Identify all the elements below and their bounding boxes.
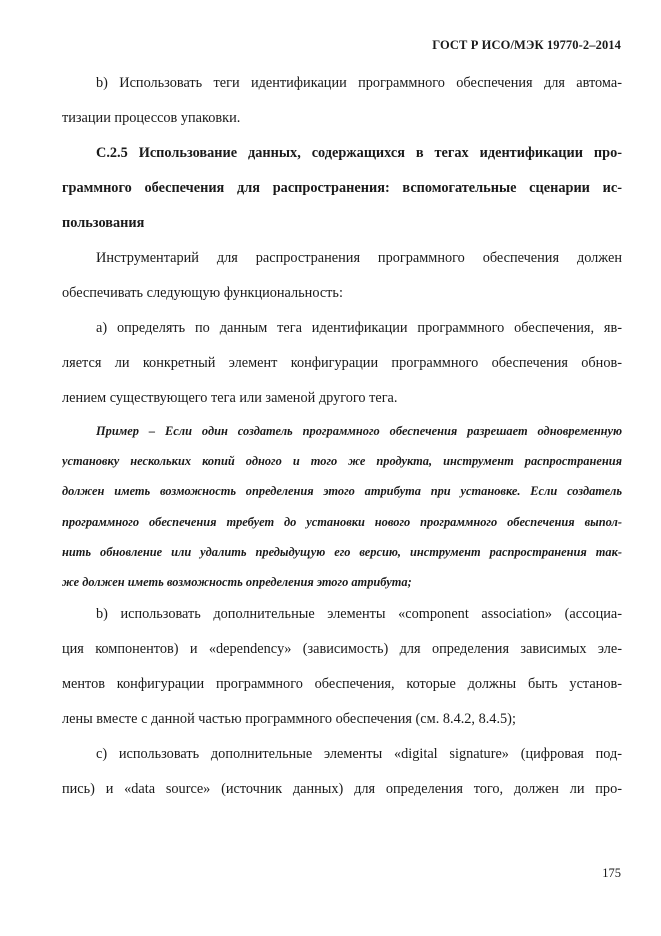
document-header: ГОСТ Р ИСО/МЭК 19770-2–2014 xyxy=(432,38,621,52)
text-line: b) использовать дополнительные элементы «component association» (ассоциа- xyxy=(96,606,622,623)
example-line: Пример – Если один создатель программного обеспечения разрешает одновременную xyxy=(96,424,622,438)
example-line: программного обеспечения требует до установки нового программного обеспечения выпол- xyxy=(62,514,622,529)
text-line: пись) и «data source» (источник данных) для определения того, должен ли про- xyxy=(62,781,622,798)
example-note xyxy=(62,416,622,597)
text-line: лены вместе с данной частью программного обеспечения (см. 8.4.2, 8.4.5); xyxy=(62,711,516,728)
text-line: Инструментарий для распространения программного обеспечения должен xyxy=(96,250,622,266)
page-body xyxy=(62,66,622,807)
text-line: ментов конфигурации программного обеспечения, которые должны быть установ- xyxy=(62,676,622,693)
paragraph-c-digital-signature xyxy=(62,737,622,807)
paragraph-b-component-association xyxy=(62,597,622,737)
paragraph-a-determine xyxy=(62,311,622,416)
text-line: ция компонентов) и «dependency» (зависимость) для определения зависимых эле- xyxy=(62,641,622,658)
text-line: b) Использовать теги идентификации программного обеспечения для автома- xyxy=(96,75,622,91)
example-line: установку нескольких копий одного и того же продукта, инструмент распространения xyxy=(62,454,622,469)
example-line: же должен иметь возможность определения этого атрибута; xyxy=(62,574,412,589)
paragraph-b-packaging xyxy=(62,66,622,136)
text-line: обеспечивать следующую функциональность: xyxy=(62,285,343,301)
paragraph-toolkit xyxy=(62,241,622,311)
heading-line: пользования xyxy=(62,215,145,231)
heading-line: С.2.5 Использование данных, содержащихся в тегах идентификации про- xyxy=(96,145,622,161)
example-line: нить обновление или удалить предыдущую его версию, инструмент распространения так- xyxy=(62,544,622,559)
section-heading-c25 xyxy=(62,136,622,241)
text-line: лением существующего тега или заменой другого тега. xyxy=(62,390,398,406)
text-line: с) использовать дополнительные элементы «digital signature» (цифровая под- xyxy=(96,746,622,763)
text-line: ляется ли конкретный элемент конфигурации программного обеспечения обнов- xyxy=(62,355,622,371)
page-number: 175 xyxy=(602,866,621,880)
heading-line: граммного обеспечения для распространения: вспомогательные сценарии ис- xyxy=(62,180,622,196)
example-line: должен иметь возможность определения этого атрибута при установке. Если создатель xyxy=(62,484,622,499)
text-line: а) определять по данным тега идентификации программного обеспечения, яв- xyxy=(96,320,622,336)
text-line: тизации процессов упаковки. xyxy=(62,110,241,126)
